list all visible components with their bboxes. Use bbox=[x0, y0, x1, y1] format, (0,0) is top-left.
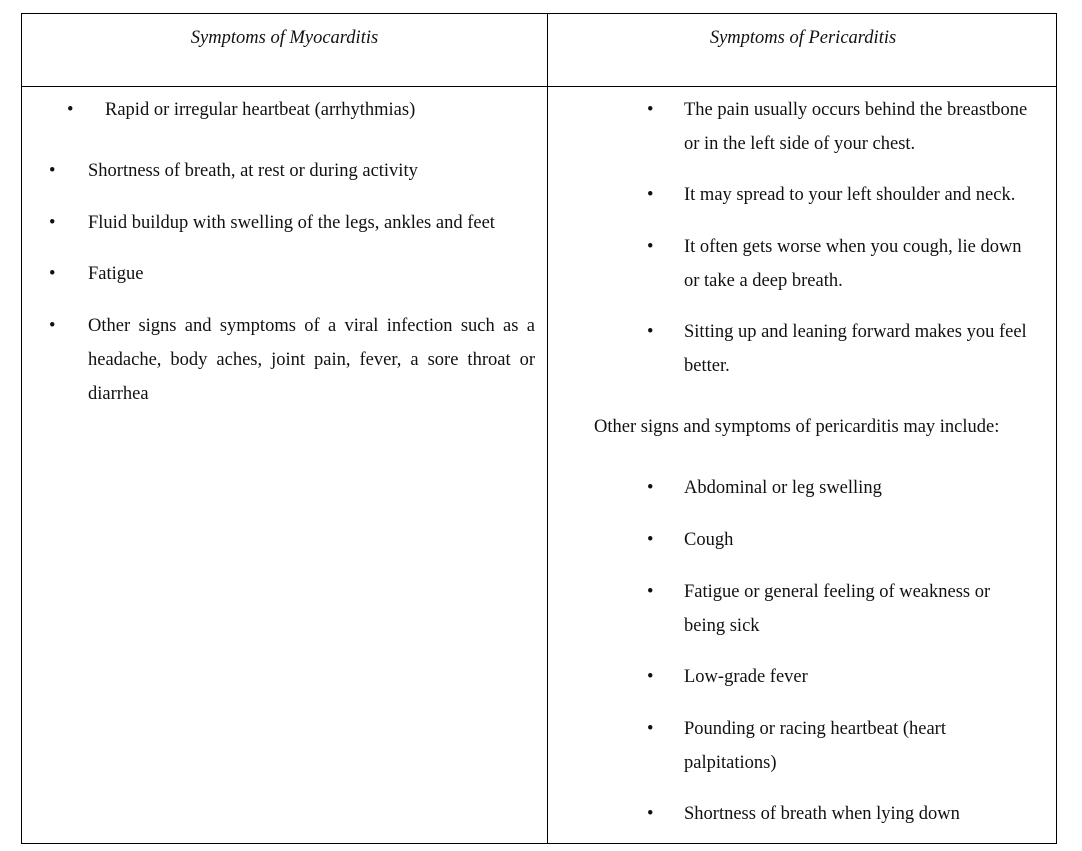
bullet-icon: • bbox=[49, 213, 56, 233]
bullet-icon: • bbox=[647, 100, 654, 120]
myocarditis-item: Rapid or irregular heartbeat (arrhythmias) bbox=[105, 100, 416, 120]
header-pericarditis: Symptoms of Pericarditis bbox=[709, 28, 897, 48]
bullet-icon: • bbox=[647, 185, 654, 205]
pericarditis-other-item: Cough bbox=[684, 530, 734, 550]
bullet-icon: • bbox=[647, 478, 654, 498]
bullet-icon: • bbox=[647, 719, 654, 739]
myocarditis-item: Shortness of breath, at rest or during activity bbox=[88, 161, 418, 181]
bullet-icon: • bbox=[49, 264, 56, 284]
symptoms-table bbox=[21, 13, 1057, 844]
myocarditis-item: Fatigue bbox=[88, 264, 144, 284]
myocarditis-item: Other signs and symptoms of a viral infection such as a headache, body aches, joint pain, fever, a sore throat or diarrhea bbox=[88, 316, 535, 404]
pericarditis-other-item: Shortness of breath when lying down bbox=[684, 804, 960, 824]
bullet-icon: • bbox=[49, 316, 56, 336]
bullet-icon: • bbox=[647, 804, 654, 824]
bullet-icon: • bbox=[647, 322, 654, 342]
pericarditis-pain-item: It often gets worse when you cough, lie down or take a deep breath. bbox=[684, 237, 1022, 291]
bullet-icon: • bbox=[647, 237, 654, 257]
pericarditis-pain-item: Sitting up and leaning forward makes you feel better. bbox=[684, 322, 1027, 376]
bullet-icon: • bbox=[647, 530, 654, 550]
pericarditis-other-item: Pounding or racing heartbeat (heart palpitations) bbox=[684, 719, 946, 773]
pericarditis-other-item: Low-grade fever bbox=[684, 667, 808, 687]
pericarditis-pain-item: The pain usually occurs behind the breastbone or in the left side of your chest. bbox=[684, 100, 1028, 154]
pericarditis-other-intro: Other signs and symptoms of pericarditis may include: bbox=[594, 417, 1000, 437]
bullet-icon: • bbox=[67, 100, 74, 120]
header-myocarditis: Symptoms of Myocarditis bbox=[190, 28, 379, 48]
pericarditis-other-item: Abdominal or leg swelling bbox=[684, 478, 882, 498]
pericarditis-other-item: Fatigue or general feeling of weakness or being sick bbox=[684, 582, 991, 636]
bullet-icon: • bbox=[647, 582, 654, 602]
header-row-divider bbox=[22, 86, 1056, 87]
bullet-icon: • bbox=[647, 667, 654, 687]
column-divider bbox=[547, 14, 548, 843]
pericarditis-pain-item: It may spread to your left shoulder and neck. bbox=[684, 185, 1016, 205]
myocarditis-item: Fluid buildup with swelling of the legs, ankles and feet bbox=[88, 213, 495, 233]
bullet-icon: • bbox=[49, 161, 56, 181]
